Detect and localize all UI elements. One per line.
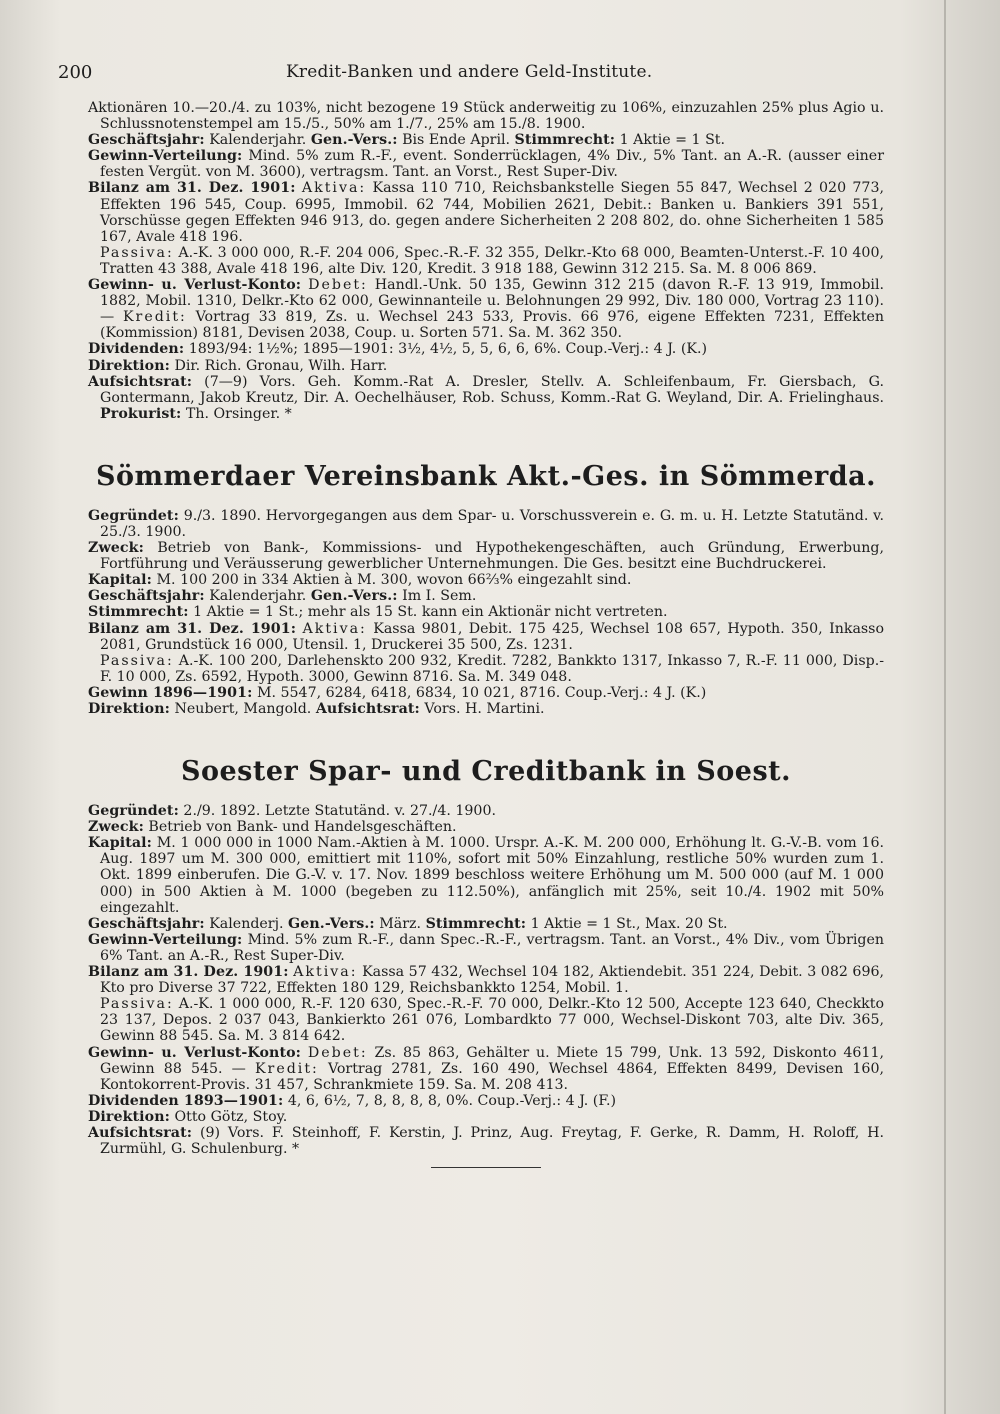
page-fold-shadow — [944, 0, 946, 1414]
bank1-bilanz: Bilanz am 31. Dez. 1901: Aktiva: Kassa 110 710, Reichsbankstelle Siegen 55 847, Wechsel 2 020 773, Effekten 196 545, Coup. 6995, Immobil. 62 744, Mobilien 2621, Debit.: Banken u. Bankiers 391 551, Vorschüsse gegen Effekten 946 913, do. gegen andere Sicherheiten 2 208 802, do. ohne Sicherheiten 1 585 167, Avale 418 196. — [88, 180, 884, 245]
bank1-passiva: Passiva: A.-K. 3 000 000, R.-F. 204 006, Spec.-R.-F. 32 355, Delkr.-Kto 68 000, Beamten-Unterst.-F. 10 400, Tratten 43 388, Avale 418 196, alte Div. 120, Kredit. 3 918 188, Gewinn 312 215. Sa. M. 8 006 869. — [100, 244, 884, 277]
bank1-gewinn-verlust: Gewinn- u. Verlust-Konto: Debet: Handl.-Unk. 50 135, Gewinn 312 215 (davon R.-F. 13 919, Immobil. 1882, Mobil. 1310, Delkr.-Kto 62 000, Gewinnanteile u. Belohnungen 29 992, Div. 180 000, Vortrag 23 110). — Kredit: Vortrag 33 819, Zs. u. Wechsel 243 533, Provis. 66 976, eigene Effekten 7231, Effekten (Kommission) 8181, Devisen 2038, Coup. u. Sorten 571. Sa. M. 362 350. — [88, 277, 885, 342]
bank2-geschaeftsjahr: Geschäftsjahr: Kalenderjahr. Gen.-Vers.: Im I. Sem. — [88, 588, 477, 605]
bank3-gewinn-verteilung: Gewinn-Verteilung: Mind. 5% zum R.-F., dann Spec.-R.-F., vertragsm. Tant. an Vorst., 4% Div., vom Übrigen 6% Tant. an A.-R., Rest Super-Div. — [88, 931, 885, 964]
page-header — [58, 62, 878, 84]
page-number: 200 — [58, 62, 93, 83]
bank1-aktionaeren: Aktionären 10.—20./4. zu 103%, nicht bezogene 19 Stück anderweitig zu 106%, einzuzahlen 25% plus Agio u. Schlussnotenstempel am 15./5., 50% am 1./7., 25% am 15./8. 1900. — [88, 100, 884, 133]
bank3-kapital: Kapital: M. 1 000 000 in 1000 Nam.-Aktien à M. 1000. Urspr. A.-K. M. 200 000, Erhöhung lt. G.-V.-B. vom 16. Aug. 1897 um M. 300 000, emittiert mit 110%, sofort mit 50% Einzahlung, restliche 50% wurden zum 1. Okt. 1899 einberufen. Die G.-V. v. 17. Nov. 1899 beschloss weitere Erhöhung um M. 500 000 (auf M. 1 000 000) in 500 Aktien à M. 1000 (begeben zu 112.50%), anfänglich mit 25%, seit 10./4. 1902 mit 50% eingezahlt. — [88, 835, 884, 916]
bank2-bilanz: Bilanz am 31. Dez. 1901: Aktiva: Kassa 9801, Debit. 175 425, Wechsel 108 657, Hypoth. 350, Inkasso 2081, Grundstück 16 000, Utensil. 1, Druckerei 35 500, Zs. 1231. — [88, 620, 885, 653]
bank2-zweck: Zweck: Betrieb von Bank-, Kommissions- und Hypothekengeschäften, auch Gründung, Erwerbung, Fortführung und Veräusserung gewerblicher Unternehmungen. Die Ges. besitzt eine Buchdruckerei. — [88, 540, 884, 573]
bank1-section — [88, 100, 884, 422]
bank2-section — [88, 462, 884, 717]
bank2-gegruendet: Gegründet: 9./3. 1890. Hervorgegangen aus dem Spar- u. Vorschussverein e. G. m. u. H. Letzte Statutänd. v. 25./3. 1900. — [88, 507, 885, 540]
bank1-dividenden: Dividenden: 1893/94: 1½%; 1895—1901: 3½, 4½, 5, 5, 6, 6, 6%. Coup.-Verj.: 4 J. (K.) — [88, 341, 708, 358]
bank3-passiva: Passiva: A.-K. 1 000 000, R.-F. 120 630, Spec.-R.-F. 70 000, Delkr.-Kto 12 500, Accepte 123 640, Checkkto 23 137, Depos. 2 037 043, Bankierkto 261 076, Lombardkto 77 000, Wechsel-Diskont 703, alte Div. 365, Gewinn 88 545. Sa. M. 3 814 642. — [100, 996, 885, 1045]
bank3-aufsichtsrat: Aufsichtsrat: (9) Vors. F. Steinhoff, F. Kerstin, J. Prinz, Aug. Freytag, F. Gerke, R. Damm, H. Roloff, H. Zurmühl, G. Schulenburg. * — [88, 1124, 884, 1158]
bank3-bilanz: Bilanz am 31. Dez. 1901: Aktiva: Kassa 57 432, Wechsel 104 182, Aktiendebit. 351 224, Debit. 3 082 696, Kto pro Diverse 37 722, Effekten 180 129, Reichsbankkto 1254, Mobil. 1. — [88, 964, 885, 997]
bank3-geschaeftsjahr: Geschäftsjahr: Kalenderj. Gen.-Vers.: März. Stimmrecht: 1 Aktie = 1 St., Max. 20 St. — [88, 915, 728, 932]
bank2-kapital: Kapital: M. 100 200 in 334 Aktien à M. 300, wovon 66⅔% eingezahlt sind. — [88, 572, 632, 589]
bank1-gewinn-verteilung: Gewinn-Verteilung: Mind. 5% zum R.-F., event. Sonderrücklagen, 4% Div., 5% Tant. an A.-R. (ausser einer festen Vergüt. von M. 3600), vertragsm. Tant. an Vorst., Rest Super-Div. — [88, 148, 884, 181]
bank2-direktion: Direktion: Neubert, Mangold. Aufsichtsrat: Vors. H. Martini. — [88, 701, 545, 717]
bank3-direktion: Direktion: Otto Götz, Stoy. — [88, 1108, 288, 1125]
bank3-dividenden: Dividenden 1893—1901: 4, 6, 6½, 7, 8, 8, 8, 8, 0%. Coup.-Verj.: 4 J. (F.) — [88, 1092, 617, 1109]
bank3-gewinn-verlust: Gewinn- u. Verlust-Konto: Debet: Zs. 85 863, Gehälter u. Miete 15 799, Unk. 13 592, Diskonto 4611, Gewinn 88 545. — Kredit: Vortrag 2781, Zs. 160 490, Wechsel 4864, Effekten 8499, Devisen 160, Kontokorrent-Provis. 31 457, Schrankmiete 159. Sa. M. 208 413. — [88, 1044, 884, 1093]
bank3-title: Soester Spar- und Creditbank in Soest. — [180, 756, 792, 788]
bank3-section — [88, 757, 884, 1168]
page-content — [88, 100, 884, 1168]
bank2-stimmrecht: Stimmrecht: 1 Aktie = 1 St.; mehr als 15 St. kann ein Aktionär nicht vertreten. — [88, 604, 668, 621]
bank1-geschaeftsjahr: Geschäftsjahr: Kalenderjahr. Gen.-Vers.: Bis Ende April. Stimmrecht: 1 Aktie = 1 St. — [88, 132, 726, 149]
bank2-passiva: Passiva: A.-K. 100 200, Darlehenskto 200 932, Kredit. 7282, Bankkto 1317, Inkasso 7, R.-F. 11 000, Disp.-F. 10 000, Zs. 6592, Hypoth. 3000, Gewinn 8716. Sa. M. 349 048. — [100, 652, 884, 685]
running-title: Kredit-Banken und andere Geld-Institute. — [286, 62, 653, 82]
bank1-aufsichtsrat: Aufsichtsrat: (7—9) Vors. Geh. Komm.-Rat A. Dresler, Stellv. A. Schleifenbaum, Fr. Giersbach, G. Gontermann, Jakob Kreutz, Dir. A. Oechelhäuser, Rob. Schuss, Komm.-Rat G. Weyland, Dir. A. Frielinghaus. Prokurist: Th. Orsinger. * — [88, 373, 884, 422]
section-divider — [431, 1167, 541, 1168]
bank3-zweck: Zweck: Betrieb von Bank- und Handelsgeschäften. — [88, 819, 457, 836]
bank2-title: Sömmerdaer Vereinsbank Akt.-Ges. in Sömmerda. — [95, 460, 877, 492]
bank2-gewinn: Gewinn 1896—1901: M. 5547, 6284, 6418, 6834, 10 021, 8716. Coup.-Verj.: 4 J. (K.) — [88, 684, 707, 701]
bank1-direktion: Direktion: Dir. Rich. Gronau, Wilh. Harr. — [88, 357, 388, 374]
bank3-gegruendet: Gegründet: 2./9. 1892. Letzte Statutänd. v. 27./4. 1900. — [88, 803, 496, 820]
